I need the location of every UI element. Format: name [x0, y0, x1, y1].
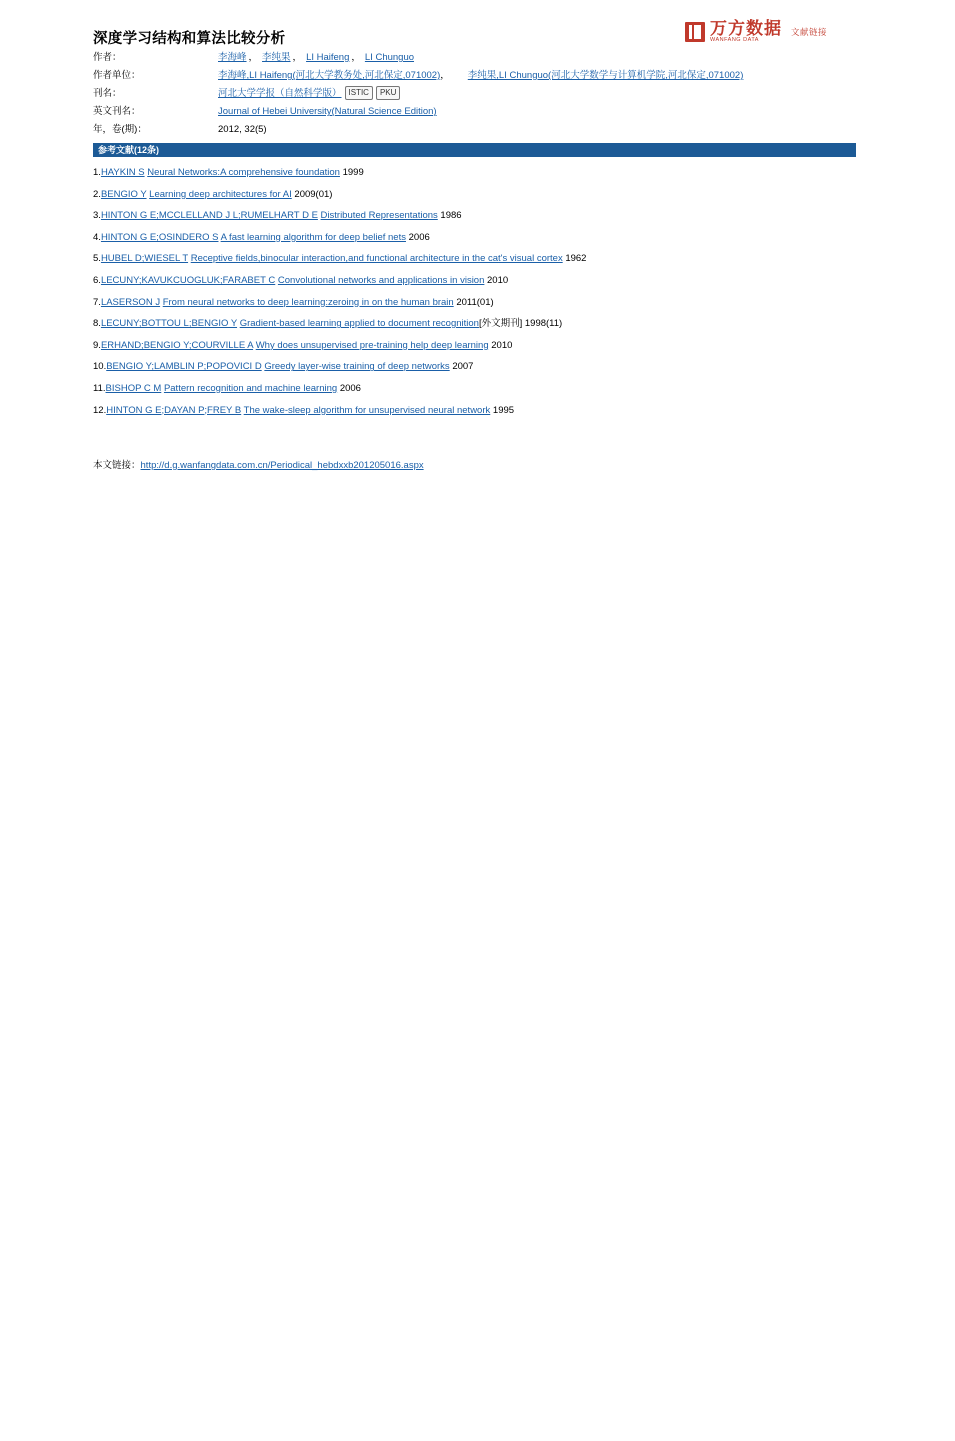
reference-number: 4. — [93, 231, 101, 243]
wanfang-logo-sub: WANFANG DATA — [709, 37, 759, 43]
wanfang-logo-icon — [685, 22, 705, 42]
reference-number: 8. — [93, 318, 101, 330]
reference-year: 2006 — [408, 231, 430, 243]
reference-number: 5. — [93, 253, 101, 265]
author-separator-1: ， — [248, 52, 259, 63]
reference-item — [93, 188, 893, 201]
reference-item — [93, 382, 893, 395]
reference-year: 1998(11) — [524, 318, 563, 330]
reference-number: 1. — [93, 167, 101, 178]
reference-item — [93, 209, 893, 222]
reference-title-link[interactable]: Convolutional networks and applications in vision — [277, 274, 485, 286]
affiliation-link-2[interactable]: 李纯果,LI Chunguo(河北大学数学与计算机学院,河北保定,071002) — [467, 70, 744, 81]
reference-number: 3. — [93, 210, 101, 222]
reference-authors-link[interactable]: BENGIO Y — [100, 188, 147, 200]
wanfang-logo-main: 万方数据 — [709, 19, 782, 38]
reference-year: 2007 — [452, 361, 474, 373]
reference-year: 1995 — [492, 404, 515, 416]
reference-year: 2009(01) — [294, 188, 333, 200]
author-link-3[interactable]: LI Haifeng — [306, 52, 350, 63]
meta-row-authors — [93, 48, 893, 66]
reference-item — [93, 339, 893, 352]
meta-row-journal-en — [93, 102, 893, 120]
reference-title-link[interactable]: From neural networks to deep learning:zeroing in on the human brain — [162, 296, 454, 308]
reference-item — [93, 404, 893, 417]
reference-authors-link[interactable]: ERHAND;BENGIO Y;COURVILLE A — [100, 339, 254, 351]
meta-row-year — [93, 120, 893, 138]
meta-row-journal — [93, 84, 893, 102]
reference-item — [93, 166, 893, 179]
article-link-row — [93, 457, 424, 471]
badge-istic: ISTIC — [345, 86, 373, 100]
reference-item — [93, 252, 893, 265]
reference-number: 6. — [93, 274, 101, 286]
reference-title-link[interactable]: Distributed Representations — [320, 210, 438, 222]
reference-year: 1962 — [565, 253, 587, 265]
meta-value-authors — [218, 48, 893, 66]
reference-number: 2. — [93, 188, 101, 200]
reference-authors-link[interactable]: HUBEL D;WIESEL T — [100, 253, 189, 265]
reference-title-link[interactable]: Why does unsupervised pre-training help deep learning — [255, 339, 489, 351]
reference-title-link[interactable]: Greedy layer-wise training of deep networks — [264, 361, 450, 373]
reference-year: 2006 — [339, 382, 361, 394]
reference-year: 1986 — [440, 210, 462, 222]
reference-authors-link[interactable]: HINTON G E;DAYAN P;FREY B — [106, 404, 242, 416]
journal-link[interactable]: 河北大学学报（自然科学版） — [218, 88, 342, 99]
reference-number: 7. — [93, 296, 101, 308]
author-link-4[interactable]: LI Chunguo — [364, 52, 415, 63]
reference-authors-link[interactable]: LASERSON J — [100, 296, 161, 308]
reference-authors-link[interactable]: LECUNY;BOTTOU L;BENGIO Y — [100, 318, 238, 330]
reference-year: 1999 — [342, 167, 364, 178]
journal-en-link[interactable]: Journal of Hebei University(Natural Science Edition) — [218, 106, 437, 117]
badge-pku: PKU — [376, 86, 400, 100]
author-separator-3: ， — [351, 52, 361, 63]
metadata-table — [93, 48, 893, 138]
meta-value-year: 2012, 32(5) — [218, 124, 267, 135]
meta-value-affiliations — [218, 66, 893, 84]
meta-label-journal-en: 英文刊名： — [93, 106, 141, 117]
reference-item — [93, 296, 893, 309]
reference-item — [93, 274, 893, 287]
reference-authors-link[interactable]: BENGIO Y;LAMBLIN P;POPOVICI D — [106, 361, 262, 373]
author-separator-2: ， — [292, 52, 303, 63]
reference-title-link[interactable]: Learning deep architectures for AI — [149, 188, 292, 200]
reference-number: 12. — [93, 404, 107, 416]
reference-item — [93, 231, 893, 244]
reference-authors-link[interactable]: HINTON G E;OSINDERO S — [100, 231, 219, 243]
meta-value-journal — [218, 84, 893, 102]
meta-label-year: 年，卷(期)： — [93, 124, 147, 135]
references-list — [93, 166, 893, 425]
article-link[interactable]: http://d.g.wanfangdata.com.cn/Periodical_hebdxxb201205016.aspx — [140, 460, 424, 471]
wanfang-logo-text — [710, 20, 782, 44]
reference-number: 11. — [93, 382, 106, 394]
reference-year: 2011(01) — [456, 296, 494, 308]
reference-number: 10. — [93, 361, 107, 373]
reference-title-link[interactable]: Pattern recognition and machine learning — [163, 382, 338, 394]
reference-authors-link[interactable]: BISHOP C M — [105, 382, 162, 394]
meta-label-authors: 作者： — [93, 52, 122, 63]
author-link-2[interactable]: 李纯果 — [262, 52, 291, 63]
reference-title-link[interactable]: Receptive fields,binocular interaction,and functional architecture in the cat's visual cortex — [190, 253, 563, 265]
meta-row-affiliations — [93, 66, 893, 84]
wanfang-logo-slogan: 文献链接 — [790, 26, 827, 37]
meta-label-affiliations: 作者单位： — [93, 70, 141, 81]
reference-year: 2010 — [487, 274, 509, 286]
reference-year: 2010 — [491, 339, 513, 351]
article-link-label: 本文链接： — [93, 460, 141, 471]
reference-title-link[interactable]: The wake-sleep algorithm for unsupervised neural network — [243, 404, 491, 416]
wanfang-logo — [685, 20, 827, 44]
reference-number: 9. — [93, 339, 101, 351]
reference-title-link[interactable]: Neural Networks:A comprehensive foundation — [147, 167, 340, 178]
meta-value-journal-en — [218, 102, 893, 120]
references-section-heading: 参考文献(12条) — [93, 143, 856, 157]
reference-title-link[interactable]: A fast learning algorithm for deep belief nets — [220, 231, 406, 243]
reference-authors-link[interactable]: LECUNY;KAVUKCUOGLUK;FARABET C — [100, 274, 276, 286]
reference-title-link[interactable]: Gradient-based learning applied to document recognition — [239, 318, 479, 330]
affiliation-link-1[interactable]: 李海峰,LI Haifeng(河北大学教务处,河北保定,071002) — [218, 70, 441, 81]
reference-item — [93, 317, 893, 330]
affiliation-separator: ， — [440, 70, 450, 81]
reference-authors-link[interactable]: HAYKIN S — [100, 167, 145, 178]
reference-item — [93, 360, 893, 373]
meta-label-journal: 刊名： — [93, 88, 122, 99]
author-link-1[interactable]: 李海峰 — [218, 52, 247, 63]
page-title: 深度学习结构和算法比较分析 — [93, 31, 286, 47]
reference-extra: [外文期刊] — [478, 318, 523, 330]
reference-authors-link[interactable]: HINTON G E;MCCLELLAND J L;RUMELHART D E — [100, 210, 318, 222]
